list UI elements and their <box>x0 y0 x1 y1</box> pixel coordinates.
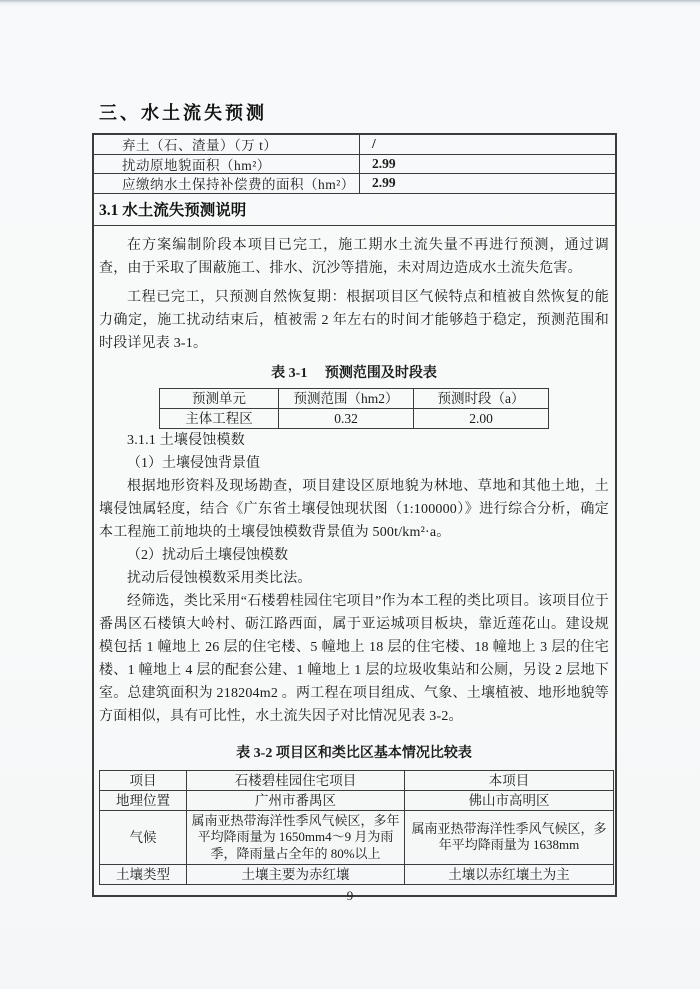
page-number: 9 <box>346 888 354 903</box>
table-row-climate <box>100 810 614 865</box>
summary-label: 扰动原地貌面积（hm²） <box>94 155 360 174</box>
section-3-1-1-heading: 3.1.1 土壤侵蚀模数 <box>127 432 245 448</box>
summary-row-spoil <box>94 135 615 155</box>
header-cell: 预测范围（hm2） <box>279 388 414 408</box>
cell-label: 地理位置 <box>100 790 187 810</box>
summary-value: 2.99 <box>372 155 396 171</box>
paragraph-prediction-note-1: 在方案编制阶段本项目已完工，施工期水土流失量不再进行预测，通过调查，由于采取了围蔽施工、排水、沉沙等措施，未对周边造成水土流失危害。 <box>99 237 609 276</box>
header-cell: 预测单元 <box>160 388 279 408</box>
summary-label: 应缴纳水土保持补偿费的面积（hm²） <box>94 174 360 193</box>
paragraph-prediction-note-2: 工程已完工，只预测自然恢复期：根据项目区气候特点和植被自然恢复的能力确定，施工扰动结束后，植被需 2 年左右的时间才能够趋于稳定，预测范围和时段详见表 3-1。 <box>99 289 609 351</box>
table-row-location <box>100 790 614 810</box>
cell-comparison: 土壤主要为赤红壤 <box>187 865 405 885</box>
cell-unit: 主体工程区 <box>160 408 279 428</box>
cell-project: 属南亚热带海洋性季风气候区，多年平均降雨量为 1638mm <box>405 810 614 865</box>
summary-row-compensation-area <box>94 174 615 194</box>
paragraph-analogy-project: 经筛选，类比采用“石楼碧桂园住宅项目”作为本工程的类比项目。该项目位于番禺区石楼镇大岭村、砺江路西面，属于亚运城项目板块，靠近莲花山。建设规模包括 1 幢地上 26 层的住宅楼、5 幢地上 18 层的住宅楼、18 幢地上 3 层的住宅楼、1 幢地上 4 层的配套公建、1 幢地上 1 层的垃圾收集站和公厕，另设 2 层地下室。总建筑面积为 218204m2 。两工程在项目组成、气象、土壤植被、地形地貌等方面相似，具有可比性，水土流失因子对比情况见表 3-2。 <box>99 593 609 724</box>
summary-label: 弃土（石、渣量）（万 t） <box>94 135 360 154</box>
paragraph-background-erosion: 根据地形资料及现场勘查，项目建设区原地貌为林地、草地和其他土地，土壤侵蚀属轻度，结合《广东省土壤侵蚀现状图（1:100000）》进行综合分析，确定本工程施工前地块的土壤侵蚀模数背景值为 500t/km²·a。 <box>99 478 609 540</box>
section-3-1-heading: 3.1 水土流失预测说明 <box>94 194 615 226</box>
subitem-2-label: （2）扰动后土壤侵蚀模数 <box>127 547 288 563</box>
cell-comparison: 属南亚热带海洋性季风气候区，多年平均降雨量为 1650mm4～9 月为雨季，降雨量占全年的 80%以上 <box>187 810 405 865</box>
table-row-header <box>160 388 549 408</box>
cell-project: 土壤以赤红壤土为主 <box>405 865 614 885</box>
cell-scope: 0.32 <box>279 408 414 428</box>
cell-label: 气候 <box>100 810 187 865</box>
table-row-soil <box>100 865 614 885</box>
summary-row-disturbed-area <box>94 155 615 175</box>
paragraph-analogy-method: 扰动后侵蚀模数采用类比法。 <box>127 570 312 586</box>
cell-project: 佛山市高明区 <box>405 790 614 810</box>
summary-value: 2.99 <box>372 175 396 191</box>
table-row <box>160 408 549 428</box>
chapter-title: 三、水土流失预测 <box>99 103 267 123</box>
table-3-1-title: 表 3-1 预测范围及时段表 <box>271 365 437 381</box>
header-cell: 项目 <box>100 770 187 790</box>
table-3-1 <box>159 388 549 429</box>
header-cell: 石楼碧桂园住宅项目 <box>187 770 405 790</box>
table-3-2-title: 表 3-2 项目区和类比区基本情况比较表 <box>236 745 472 761</box>
content-frame <box>92 133 617 897</box>
cell-comparison: 广州市番禺区 <box>187 790 405 810</box>
summary-value: / <box>372 136 376 152</box>
section-body <box>94 226 615 896</box>
cell-period: 2.00 <box>414 408 549 428</box>
table-row-header <box>100 770 614 790</box>
header-cell: 本项目 <box>405 770 614 790</box>
subitem-1-label: （1）土壤侵蚀背景值 <box>127 455 260 471</box>
scan-edge-artifact <box>0 0 700 3</box>
table-3-2 <box>99 770 614 886</box>
header-cell: 预测时段（a） <box>414 388 549 408</box>
cell-label: 土壤类型 <box>100 865 187 885</box>
